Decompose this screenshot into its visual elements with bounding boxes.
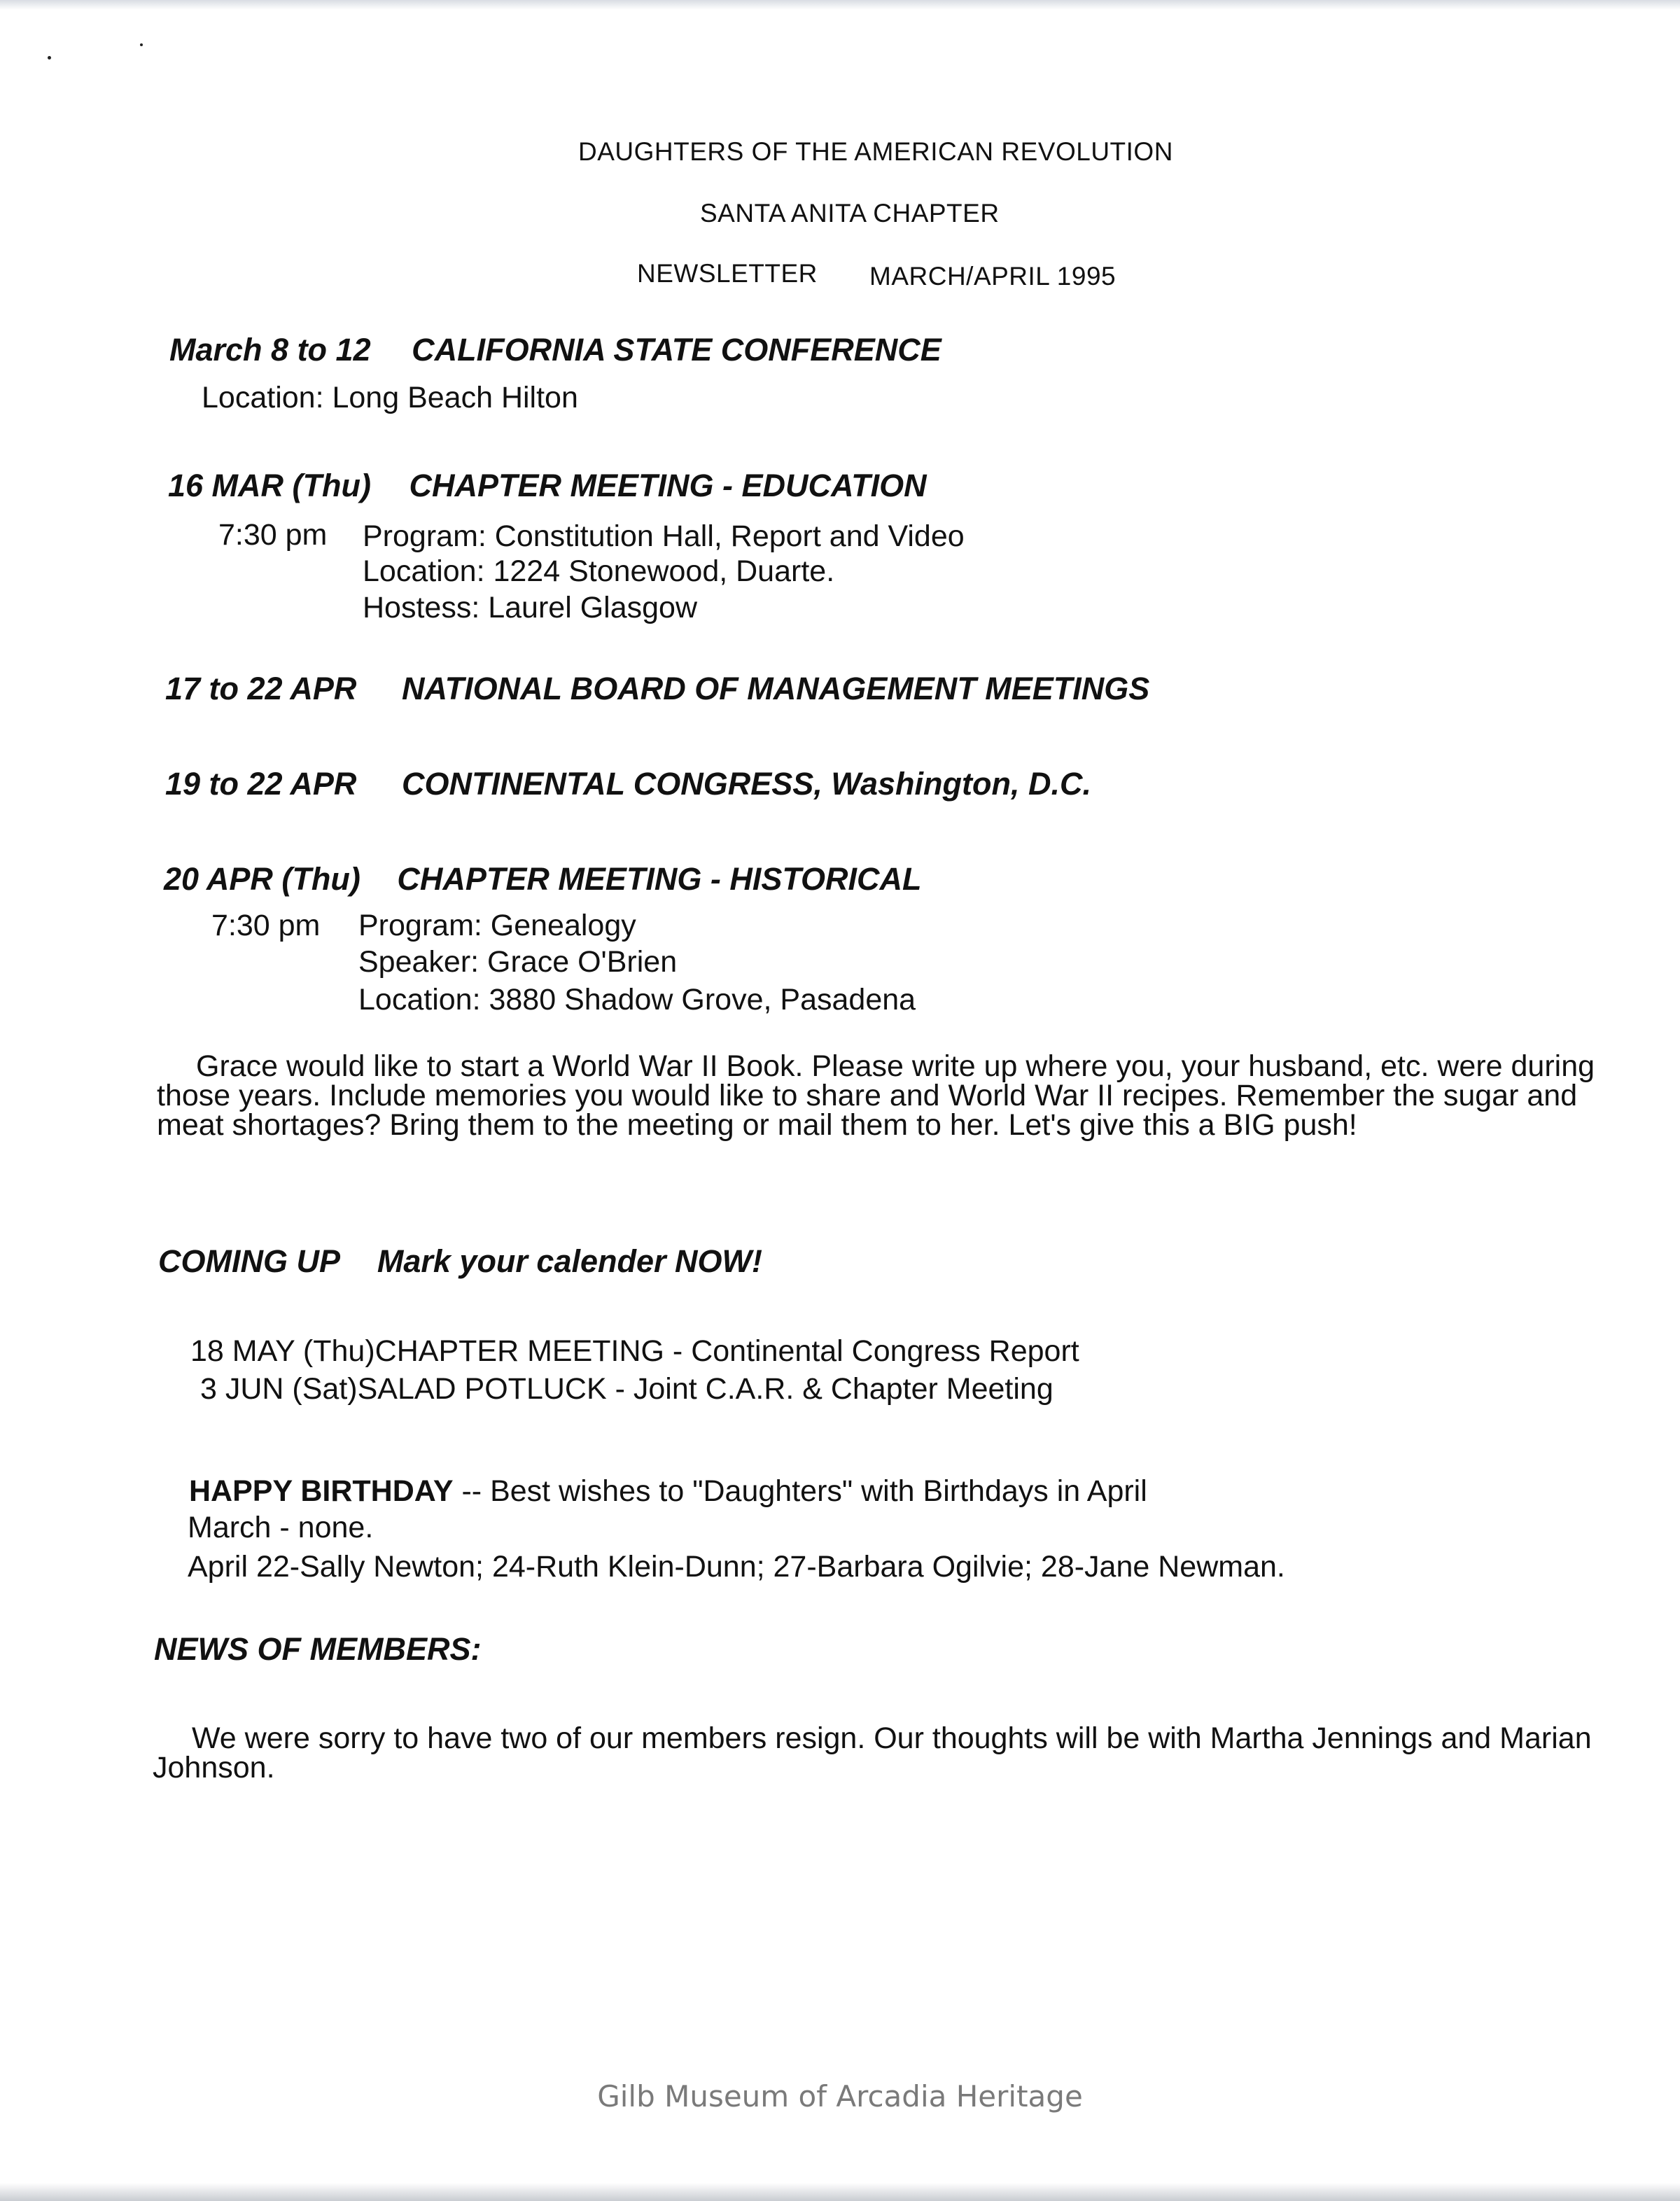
event-name: NATIONAL BOARD OF MANAGEMENT MEETINGS [401,671,1150,706]
news-text: We were sorry to have two of our members resign. Our thoughts will be with Martha Jennings and Marian Johnson. [153,1721,1592,1784]
newsletter-label: NEWSLETTER [637,259,818,288]
event-name: CHAPTER MEETING - HISTORICAL [397,861,922,897]
chapter-name: SANTA ANITA CHAPTER [700,199,1000,228]
scan-bottom-edge [0,2183,1680,2201]
event-title [168,468,927,504]
event-detail: Location: 1224 Stonewood, Duarte. [363,554,835,588]
event-time: 7:30 pm [218,518,328,552]
event-date: March 8 to 12 [169,332,371,368]
birthday-label: HAPPY BIRTHDAY [189,1474,454,1508]
news-heading: NEWS OF MEMBERS: [154,1631,482,1667]
archive-watermark: Gilb Museum of Arcadia Heritage [597,2079,1083,2113]
issue-date: MARCH/APRIL 1995 [869,262,1116,291]
event-name: CHAPTER MEETING - EDUCATION [409,468,927,503]
scan-speck [48,56,51,60]
event-detail: Program: Constitution Hall, Report and Video [363,519,965,553]
event-detail: Location: 3880 Shadow Grove, Pasadena [358,983,916,1016]
coming-up-item: 3 JUN (Sat)SALAD POTLUCK - Joint C.A.R. & Chapter Meeting [200,1372,1054,1406]
event-detail: Hostess: Laurel Glasgow [363,591,697,624]
org-name: DAUGHTERS OF THE AMERICAN REVOLUTION [578,137,1173,166]
event-date: 19 to 22 APR [165,766,357,802]
event-title [164,861,922,897]
birthday-april: April 22-Sally Newton; 24-Ruth Klein-Dunn; 27-Barbara Ogilvie; 28-Jane Newman. [188,1550,1285,1584]
event-date: 17 to 22 APR [165,671,357,706]
news-paragraph [153,1721,1609,1784]
birthday-text: -- Best wishes to "Daughters" with Birthdays in April [453,1474,1147,1508]
event-detail: Speaker: Grace O'Brien [358,945,678,979]
grace-note-text: Grace would like to start a World War II Book. Please write up where you, your husband, etc. were during those years. Include memories you would like to share and World War II recipes. Remember the sugar and meat shortages? Bring them to the meeting or mail them to her. Let's give this a BIG push! [157,1049,1595,1142]
birthday-heading [189,1474,1147,1509]
event-date: 20 APR (Thu) [164,861,360,897]
event-detail: Program: Genealogy [358,909,636,942]
coming-up-label: COMING UP [158,1243,340,1279]
event-title [169,332,941,368]
event-detail: Location: Long Beach Hilton [202,381,578,414]
scan-top-edge [0,0,1680,10]
birthday-march: March - none. [188,1511,374,1544]
event-title [165,766,1091,802]
scan-speck [140,43,143,46]
event-date: 16 MAR (Thu) [168,468,371,503]
coming-up-subheading: Mark your calender NOW! [377,1243,762,1279]
event-title [165,671,1149,707]
coming-up-item: 18 MAY (Thu)CHAPTER MEETING - Continental Congress Report [190,1334,1079,1368]
coming-up-heading [158,1243,762,1280]
event-time: 7:30 pm [211,909,321,942]
event-name: CONTINENTAL CONGRESS, Washington, D.C. [401,766,1091,802]
event-name: CALIFORNIA STATE CONFERENCE [412,332,941,368]
grace-note [157,1051,1613,1140]
